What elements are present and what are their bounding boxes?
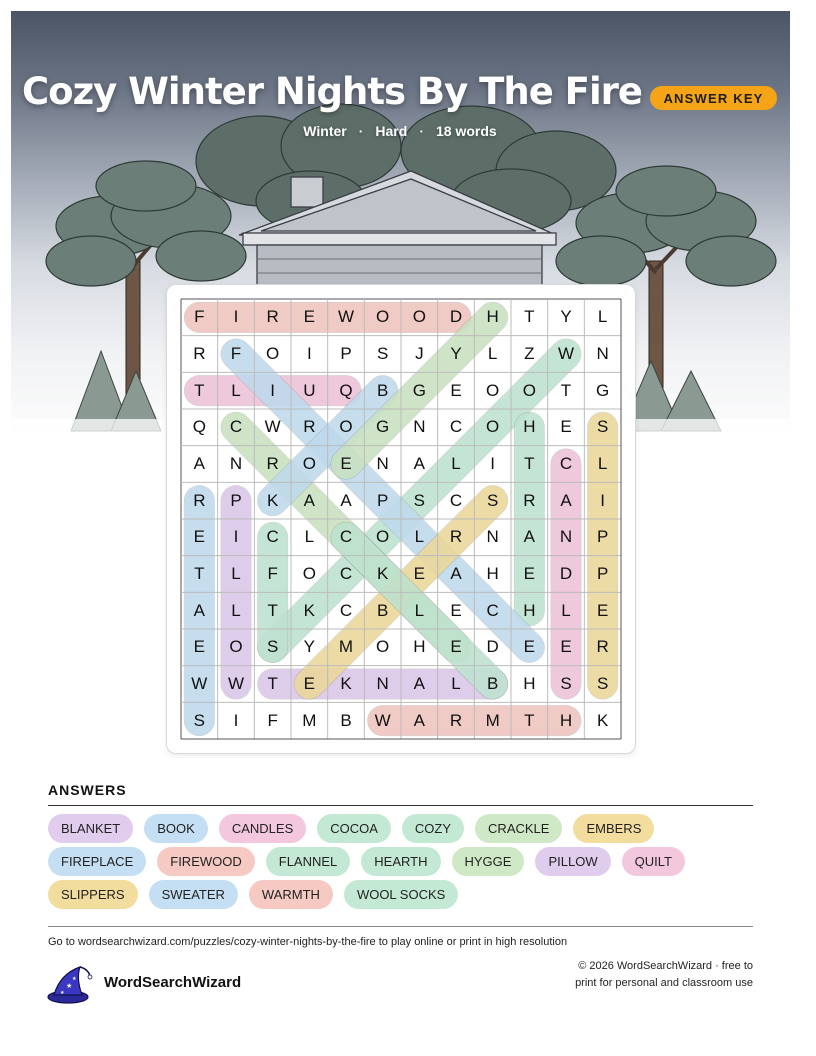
grid-letter[interactable]: H (486, 307, 499, 327)
answer-chip: WOOL SOCKS (344, 880, 458, 909)
grid-letter[interactable]: T (524, 307, 535, 327)
grid-letter[interactable]: A (523, 527, 535, 547)
grid-letter[interactable]: S (596, 673, 609, 693)
grid-letter[interactable]: E (303, 307, 315, 327)
grid-letter[interactable]: H (413, 637, 426, 657)
svg-text:★: ★ (60, 990, 65, 996)
answer-chip: FIREPLACE (48, 847, 146, 876)
grid-letter[interactable]: O (266, 343, 280, 363)
grid-letter[interactable]: L (414, 600, 425, 620)
footer-url-text: Go to wordsearchwizard.com/puzzles/cozy-winter-nights-by-the-fire to play online or print in high resolution (48, 936, 568, 948)
grid-letter[interactable]: A (450, 563, 462, 583)
meta-separator: · (419, 123, 424, 139)
answer-chip: SLIPPERS (48, 880, 138, 909)
grid-letter[interactable]: C (339, 563, 353, 583)
difficulty-label: Hard (375, 123, 408, 139)
grid-letter[interactable]: P (376, 490, 389, 510)
grid-letter[interactable]: Z (524, 343, 535, 363)
grid-letter[interactable]: O (522, 380, 536, 400)
grid-letter[interactable]: F (267, 710, 278, 730)
meta-separator: · (358, 123, 364, 139)
grid-letter[interactable]: M (338, 637, 354, 657)
grid-letter[interactable]: E (340, 453, 352, 473)
grid-letter[interactable]: P (340, 343, 352, 363)
grid-letter[interactable]: W (557, 343, 574, 363)
grid-letter[interactable]: T (194, 380, 205, 400)
grid-letter[interactable]: B (376, 600, 389, 620)
grid-letter[interactable]: E (596, 600, 609, 620)
grid-letter[interactable]: P (596, 563, 609, 583)
grid-letter[interactable]: S (560, 673, 572, 693)
grid-letter[interactable]: I (233, 710, 239, 730)
answers-row (48, 880, 768, 909)
grid-letter[interactable]: W (374, 710, 391, 730)
grid-letter[interactable]: O (486, 417, 500, 437)
grid-letter[interactable]: E (303, 673, 315, 693)
svg-text:★: ★ (72, 976, 77, 982)
grid-letter[interactable]: F (267, 563, 278, 583)
grid-letter[interactable]: E (450, 600, 462, 620)
grid-letter[interactable]: F (194, 307, 205, 327)
answer-chip: COZY (402, 814, 464, 843)
grid-letter[interactable]: T (524, 453, 535, 473)
grid-letter[interactable]: C (229, 417, 243, 437)
grid-letter[interactable]: D (449, 307, 463, 327)
answer-chip: COCOA (317, 814, 391, 843)
grid-letter[interactable]: E (560, 637, 572, 657)
grid-letter[interactable]: R (303, 417, 316, 437)
grid-letter[interactable]: L (451, 673, 461, 693)
grid-letter[interactable]: E (413, 563, 425, 583)
grid-letter[interactable]: A (560, 490, 572, 510)
category-label: Winter (303, 123, 347, 139)
grid-letter[interactable]: I (233, 307, 239, 327)
grid-letter[interactable]: A (193, 600, 205, 620)
grid-letter[interactable]: I (600, 490, 606, 510)
grid-letter[interactable]: K (376, 563, 389, 583)
grid-letter[interactable]: J (415, 343, 424, 363)
grid-letter[interactable]: O (302, 453, 316, 473)
grid-letter[interactable]: C (339, 600, 353, 620)
grid-letter[interactable]: T (524, 710, 535, 730)
answer-key-badge: ANSWER KEY (650, 86, 777, 110)
grid-letter[interactable]: N (376, 673, 389, 693)
grid-letter[interactable]: N (229, 453, 243, 473)
grid-letter[interactable]: A (413, 710, 425, 730)
grid-letter[interactable]: D (559, 563, 573, 583)
grid-letter[interactable]: P (596, 527, 609, 547)
puzzle-title: Cozy Winter Nights By The Fire (22, 70, 642, 113)
grid-letter[interactable]: C (266, 527, 279, 547)
answers-row (48, 814, 768, 843)
legal-text: © 2026 WordSearchWizard · free to print for personal and classroom use (575, 960, 753, 989)
answers-heading: ANSWERS (48, 782, 127, 798)
answer-chip: PILLOW (535, 847, 610, 876)
grid-letter[interactable]: L (304, 527, 315, 547)
grid-letter[interactable]: M (302, 710, 317, 730)
grid-letter[interactable]: F (230, 343, 242, 363)
grid-letter[interactable]: S (486, 490, 499, 510)
grid-letter[interactable]: Q (192, 417, 206, 437)
answer-chip: BOOK (144, 814, 208, 843)
grid-letter[interactable]: O (412, 307, 426, 327)
grid-letter[interactable]: U (303, 380, 316, 400)
grid-letter[interactable]: R (449, 710, 463, 730)
grid-letter[interactable]: A (303, 490, 315, 510)
divider (48, 926, 753, 927)
grid-letter[interactable]: E (193, 637, 205, 657)
svg-text:★: ★ (66, 982, 73, 990)
grid-letter[interactable]: O (376, 307, 390, 327)
grid-letter[interactable]: I (270, 380, 276, 400)
grid-letter[interactable]: W (337, 307, 354, 327)
grid-letter[interactable]: K (340, 673, 352, 693)
grid-letter[interactable]: S (596, 417, 609, 437)
answer-chip: CANDLES (219, 814, 306, 843)
grid-letter[interactable]: R (449, 527, 463, 547)
grid-letter[interactable]: R (266, 307, 279, 327)
grid-letter[interactable]: S (266, 637, 279, 657)
grid-letter[interactable]: O (486, 380, 500, 400)
grid-letter[interactable]: L (597, 453, 608, 473)
grid-letter[interactable]: C (449, 490, 463, 510)
grid-letter[interactable]: O (376, 527, 390, 547)
grid-letter[interactable]: I (233, 527, 239, 547)
grid-letter[interactable]: Q (339, 380, 353, 400)
grid-letter[interactable]: G (376, 417, 390, 437)
grid-letter[interactable]: O (376, 637, 390, 657)
grid-letter[interactable]: M (485, 710, 500, 730)
grid-letter[interactable]: E (523, 563, 535, 583)
grid-letter[interactable]: O (339, 417, 353, 437)
grid-letter[interactable]: K (596, 710, 609, 730)
answer-chip: BLANKET (48, 814, 133, 843)
grid-letter[interactable]: H (523, 417, 536, 437)
grid-letter[interactable]: N (486, 527, 499, 547)
answer-chip: WARMTH (249, 880, 333, 909)
grid-letter[interactable]: B (486, 673, 499, 693)
grid-letter[interactable]: W (227, 673, 244, 693)
grid-letter[interactable]: A (340, 490, 352, 510)
grid-letter[interactable]: I (490, 453, 496, 473)
grid-letter[interactable]: L (231, 600, 241, 620)
grid-letter[interactable]: O (229, 637, 243, 657)
answer-chip: HYGGE (452, 847, 525, 876)
grid-letter[interactable]: T (194, 563, 205, 583)
grid-letter[interactable]: C (449, 417, 463, 437)
grid-letter[interactable]: R (193, 490, 206, 510)
grid-letter[interactable]: S (193, 710, 205, 730)
grid-letter[interactable]: T (267, 600, 278, 620)
grid-letter[interactable]: Y (450, 343, 462, 363)
grid-letter[interactable]: R (266, 453, 279, 473)
wizard-hat-icon (46, 964, 94, 1004)
grid-letter[interactable]: I (306, 343, 312, 363)
answers-list (48, 814, 768, 913)
grid-letter[interactable]: K (303, 600, 315, 620)
grid-letter[interactable]: N (413, 417, 426, 437)
grid-letter[interactable]: T (267, 673, 278, 693)
grid-letter[interactable]: Y (560, 307, 572, 327)
grid-letter[interactable]: L (487, 343, 498, 363)
grid-letter[interactable]: N (376, 453, 389, 473)
grid-letter[interactable]: L (231, 380, 241, 400)
answer-chip: SWEATER (149, 880, 238, 909)
grid-letter[interactable]: W (191, 673, 208, 693)
grid-letter[interactable]: R (596, 637, 609, 657)
grid-letter[interactable]: W (264, 417, 281, 437)
answer-chip: FLANNEL (266, 847, 351, 876)
grid-letter[interactable]: P (230, 490, 242, 510)
answer-chip: HEARTH (361, 847, 440, 876)
grid-letter[interactable]: A (413, 673, 425, 693)
grid-letter[interactable]: N (596, 343, 609, 363)
word-count-label: 18 words (435, 123, 497, 139)
answer-chip: CRACKLE (475, 814, 562, 843)
grid-letter[interactable]: E (523, 637, 535, 657)
grid-letter[interactable]: E (193, 527, 205, 547)
grid-letter[interactable]: H (523, 600, 536, 620)
grid-letter[interactable]: Y (303, 637, 315, 657)
answer-chip: EMBERS (573, 814, 654, 843)
grid-letter[interactable]: E (560, 417, 572, 437)
grid-letter[interactable]: H (559, 710, 573, 730)
grid-letter[interactable]: S (413, 490, 425, 510)
grid-letter[interactable]: E (450, 380, 462, 400)
grid-letter[interactable]: L (451, 453, 461, 473)
divider (48, 805, 753, 806)
grid-letter[interactable]: G (596, 380, 610, 400)
brand-name: WordSearchWizard (104, 974, 242, 991)
grid-letter[interactable]: C (486, 600, 499, 620)
grid-letter[interactable]: A (413, 453, 425, 473)
answers-row (48, 847, 768, 876)
grid-letter[interactable]: D (486, 637, 499, 657)
grid-letter[interactable]: L (597, 307, 608, 327)
grid-letter[interactable]: B (376, 380, 389, 400)
grid-letter[interactable]: N (559, 527, 573, 547)
grid-letter[interactable]: C (339, 527, 353, 547)
answer-chip: QUILT (622, 847, 685, 876)
grid-letter[interactable]: L (231, 563, 241, 583)
grid-letter[interactable]: S (376, 343, 389, 363)
grid-letter[interactable]: R (193, 343, 206, 363)
grid-letter[interactable]: A (193, 453, 205, 473)
grid-letter[interactable]: E (450, 637, 462, 657)
grid-letter[interactable]: H (523, 673, 536, 693)
grid-letter[interactable]: C (559, 453, 573, 473)
grid-letter[interactable]: O (302, 563, 316, 583)
grid-letter[interactable]: L (561, 600, 571, 620)
grid-letter[interactable]: H (486, 563, 499, 583)
grid-letter[interactable]: B (340, 710, 352, 730)
letter-grid (181, 299, 621, 739)
grid-letter[interactable]: L (414, 527, 425, 547)
answer-chip: FIREWOOD (157, 847, 255, 876)
grid-letter[interactable]: T (560, 380, 572, 400)
grid-letter[interactable]: G (412, 380, 426, 400)
grid-letter[interactable]: K (266, 490, 279, 510)
grid-letter[interactable]: R (523, 490, 536, 510)
